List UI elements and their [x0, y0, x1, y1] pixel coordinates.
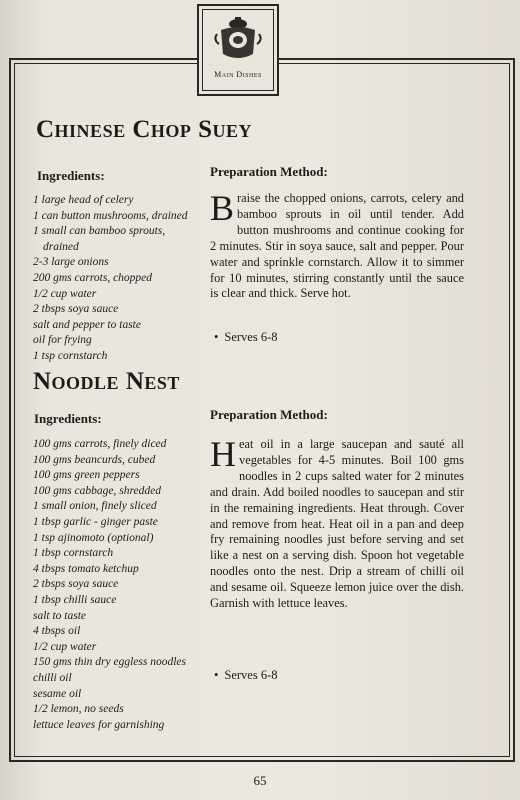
- pot-icon: [213, 14, 263, 68]
- ingredients-heading: Ingredients:: [34, 411, 102, 426]
- ingredient-item: 100 gms cabbage, shredded: [33, 484, 161, 497]
- ingredient-item: 100 gms beancurds, cubed: [33, 453, 156, 466]
- ingredient-item: 1/2 lemon, no seeds: [33, 703, 124, 716]
- recipe-title: Chinese Chop Suey: [36, 116, 253, 143]
- ingredient-item: 4 tbsps oil: [33, 625, 81, 638]
- ingredients-list: [33, 437, 186, 733]
- ingredient-item: 200 gms carrots, chopped: [33, 271, 153, 284]
- ingredient-item: 2-3 large onions: [33, 256, 109, 269]
- ingredients-heading: Ingredients:: [37, 168, 105, 183]
- section-emblem: [197, 4, 279, 96]
- method-text: [210, 434, 464, 612]
- method-body: eat oil in a large saucepan and sauté all vegetables for 4-5 minutes. Boil 100 gms noodles in 2 cups salted water for 2 minutes and drain. Add boiled noodles to saucepan and stir in the remaining ingredients. Heat through. Cover and remove from heat. Heat oil in a pan and deep fry remaining noodles just before serving and set like a nest on a serving dish. Spoon hot vegetable noodles onto the nest. Drip a stream of chilli oil and sesame oil. Squeeze lemon juice over the dish. Garnish with lettuce leaves.: [210, 437, 464, 611]
- ingredient-item: salt and pepper to taste: [33, 318, 141, 331]
- method-text: [210, 188, 464, 302]
- ingredient-item: 100 gms carrots, finely diced: [33, 438, 167, 450]
- ingredient-item: oil for frying: [33, 334, 92, 347]
- ingredient-item: salt to taste: [33, 609, 87, 622]
- ingredient-item: 1 tsp cornstarch: [33, 349, 108, 362]
- ingredient-item: 1 tsp ajinomoto (optional): [33, 531, 154, 544]
- method-heading: Preparation Method:: [210, 407, 328, 422]
- ingredient-item: chilli oil: [33, 671, 72, 684]
- method-heading: Preparation Method:: [210, 164, 328, 179]
- ingredient-item: 1 can button mushrooms, drained: [33, 209, 188, 222]
- ingredient-item: drained: [43, 240, 79, 253]
- ingredient-item: 2 tbsps soya sauce: [33, 303, 119, 316]
- ingredient-item: 2 tbsps soya sauce: [33, 578, 119, 591]
- ingredient-item: 1 tbsp cornstarch: [33, 547, 114, 560]
- ingredient-item: 1 small onion, finely sliced: [33, 500, 157, 513]
- section-label: Main Dishes: [214, 70, 262, 79]
- ingredient-item: 1 large head of celery: [33, 194, 134, 206]
- drop-cap: H: [210, 434, 236, 474]
- ingredient-item: 1/2 cup water: [33, 287, 97, 300]
- drop-cap: B: [210, 188, 235, 228]
- serves-note: [214, 330, 278, 345]
- method-body: raise the chopped onions, carrots, celery and bamboo sprouts in oil until tender. Add button mushrooms and continue cooking for 2 minutes. Stir in soya sauce, salt and pepper. Pour water and sprinkle cornstarch. Allow it to simmer for 10 minutes, stirring constantly until the sauce is clear and thick. Serve hot.: [210, 191, 464, 301]
- ingredient-item: 1 tbsp chilli sauce: [33, 593, 117, 606]
- recipe-title: Noodle Nest: [33, 368, 180, 395]
- ingredient-item: 4 tbsps tomato ketchup: [33, 562, 139, 575]
- ingredient-item: lettuce leaves for garnishing: [33, 718, 165, 731]
- serves-text: Serves 6-8: [224, 330, 278, 344]
- page-number: 65: [253, 773, 267, 788]
- ingredients-list: [33, 193, 188, 365]
- bullet-icon: •: [214, 330, 219, 344]
- ingredient-item: 100 gms green peppers: [33, 469, 140, 482]
- ingredient-item: 1/2 cup water: [33, 640, 97, 653]
- serves-note: [214, 668, 278, 683]
- ingredient-item: sesame oil: [33, 687, 82, 700]
- serves-text: Serves 6-8: [224, 668, 278, 682]
- ingredient-item: 150 gms thin dry eggless noodles: [33, 656, 187, 669]
- bullet-icon: •: [214, 668, 219, 682]
- ingredient-item: 1 small can bamboo sprouts,: [33, 225, 166, 238]
- ingredient-item: 1 tbsp garlic - ginger paste: [33, 515, 158, 528]
